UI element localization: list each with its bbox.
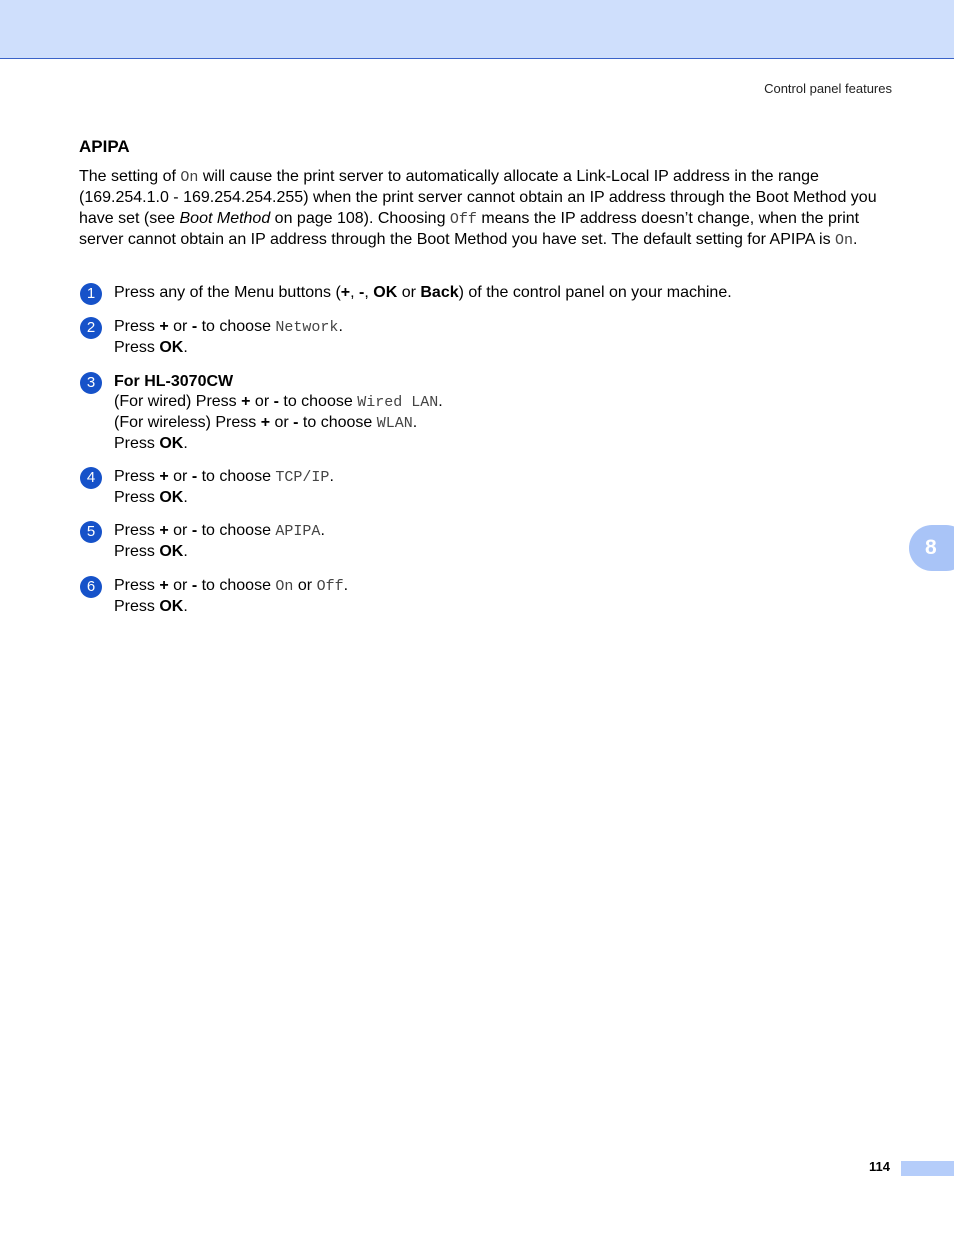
section-title: APIPA — [79, 137, 130, 156]
default-value: On — [835, 231, 854, 249]
step-number-badge: 3 — [80, 372, 102, 394]
setting-value-on: On — [180, 169, 199, 186]
model-heading: For HL-3070CW — [114, 373, 234, 390]
cross-reference: Boot Method — [179, 209, 271, 227]
step-number-badge: 5 — [80, 521, 102, 543]
step-text: Press + or - to choose On or Off. Press OK. — [114, 577, 349, 615]
step-number-badge: 2 — [80, 317, 102, 339]
menu-option: Network — [275, 319, 339, 336]
menu-option: APIPA — [275, 523, 321, 540]
page-number: 114 — [869, 1159, 890, 1174]
header-band — [0, 0, 954, 59]
step-text: Press any of the Menu buttons (+, -, OK or Back) of the control panel on your machine. — [114, 284, 732, 301]
intro-paragraph: The setting of On will cause the print server to automatically allocate a Link-Local IP address in the range (169.254.1.0 - 169.254.254.255) when the print server cannot obtain an IP address through the Boot Method you have set (see Boot Method on page 108). Choosing Off means the IP address doesn’t change, when the print server cannot obtain an IP address through the Boot Method you have set. The default setting for APIPA is On. — [79, 168, 877, 249]
step-number-badge: 4 — [80, 467, 102, 489]
step-text: Press + or - to choose Network. Press OK. — [114, 318, 343, 356]
menu-option: Wired LAN — [357, 393, 439, 411]
menu-option: WLAN — [376, 415, 413, 432]
chapter-tab: 8 — [909, 525, 954, 571]
step-text: Press + or - to choose TCP/IP. Press OK. — [114, 468, 334, 506]
step-text: Press + or - to choose APIPA. Press OK. — [114, 522, 325, 560]
footer-bar — [901, 1161, 954, 1176]
setting-value-off: Off — [449, 210, 477, 228]
running-header: Control panel features — [764, 81, 892, 96]
menu-option: On — [275, 578, 294, 595]
step-number-badge: 6 — [80, 576, 102, 598]
menu-option: TCP/IP — [275, 469, 330, 486]
step-number-badge: 1 — [80, 283, 102, 305]
step-text: For HL-3070CW (For wired) Press + or - to choose Wired LAN. (For wireless) Press + or - to choose WLAN. Press OK. — [114, 373, 443, 452]
menu-option: Off — [316, 578, 344, 595]
